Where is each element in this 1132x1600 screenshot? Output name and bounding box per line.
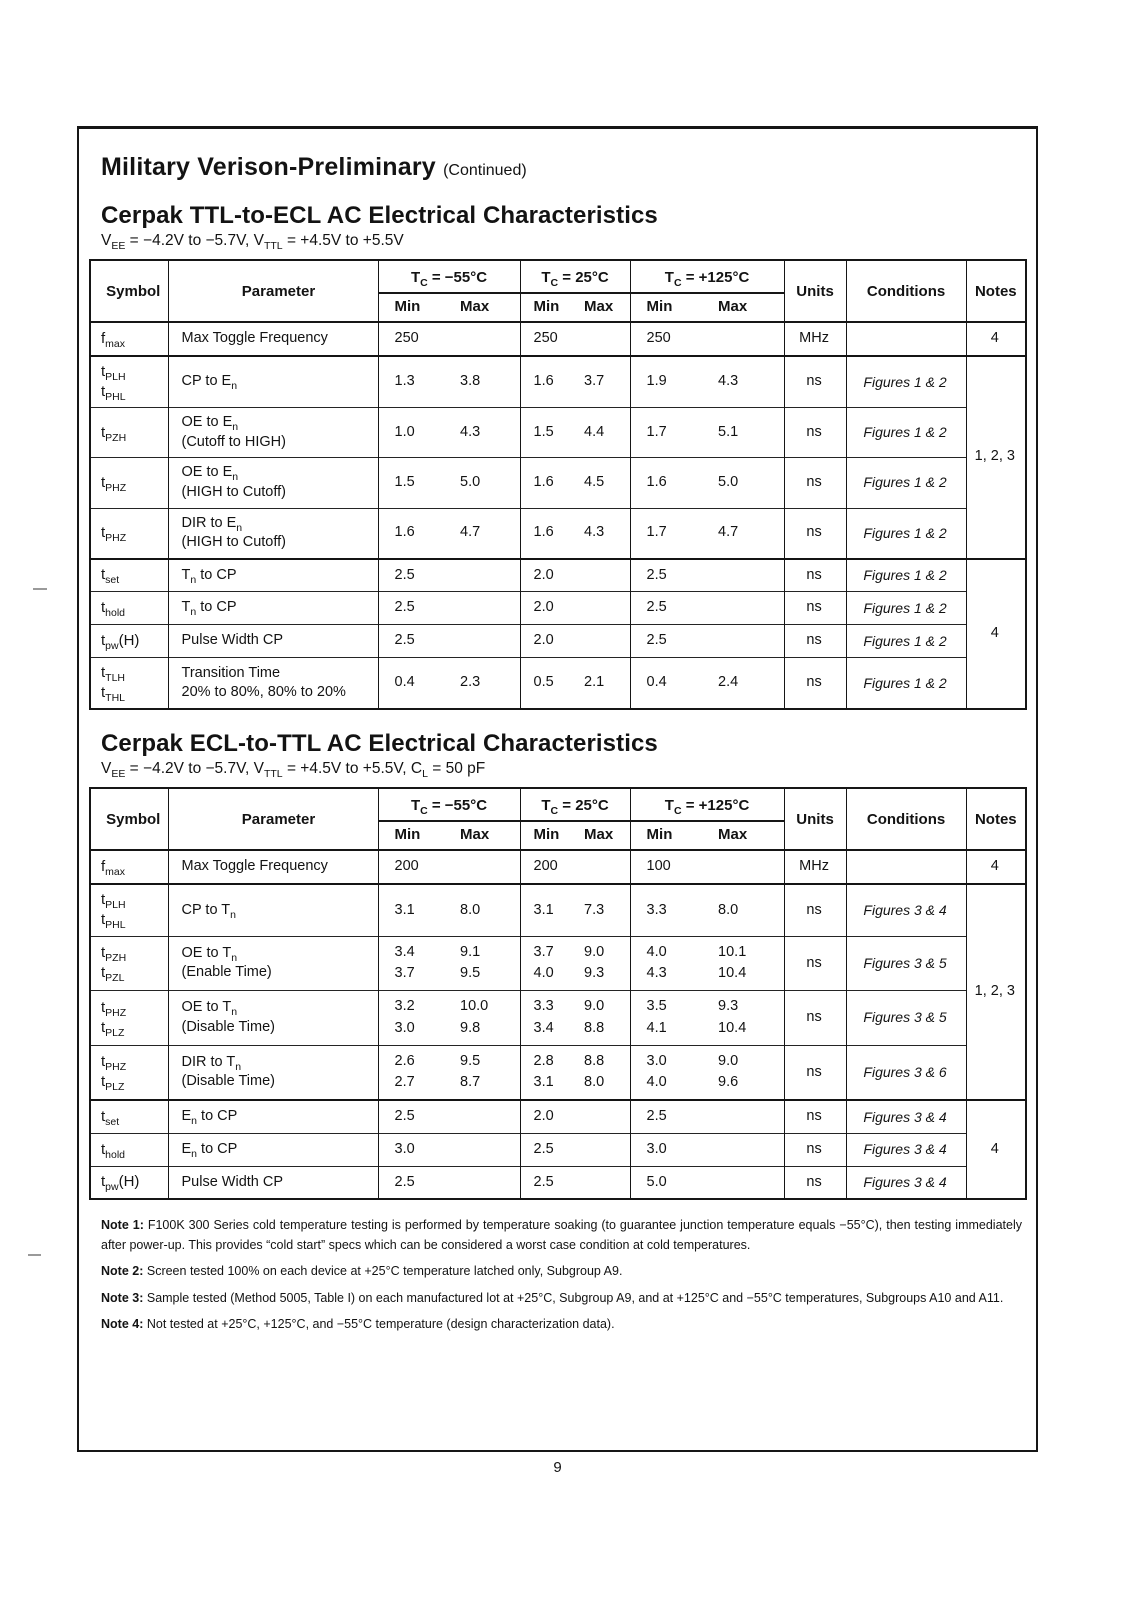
max-value-cell: 7.3	[576, 884, 630, 936]
conditions-cell: Figures 3 & 4	[846, 1100, 966, 1133]
header-row	[90, 260, 1026, 293]
max-value-cell: 4.3	[450, 408, 520, 458]
min-value-cell: 1.6	[520, 508, 576, 559]
max-value-cell: 10.1 10.4	[708, 936, 784, 991]
conditions-cell: Figures 3 & 4	[846, 1166, 966, 1199]
footnote-1	[101, 1216, 1022, 1255]
parameter-cell: $E_n$ to CP	[168, 1100, 378, 1133]
col-header-max: Max	[576, 821, 630, 850]
col-header-symbol: Symbol	[90, 260, 168, 322]
max-value-cell: 3.8	[450, 356, 520, 408]
col-header-temp-1: $T_C = -55^\circ C$	[378, 260, 520, 293]
table-row	[90, 408, 1026, 458]
min-value-cell: 4.0 4.3	[630, 936, 708, 991]
min-value-cell: 3.1	[520, 884, 576, 936]
table-row	[90, 1133, 1026, 1166]
notes-cell: 4	[966, 850, 1026, 884]
conditions-cell: Figures 1 & 2	[846, 458, 966, 508]
min-value-cell: 2.5	[520, 1166, 576, 1199]
conditions-cell: Figures 3 & 6	[846, 1045, 966, 1100]
max-value-cell: 9.5 8.7	[450, 1045, 520, 1100]
min-value-cell: 3.3	[630, 884, 708, 936]
parameter-cell: CP to $T_n$	[168, 884, 378, 936]
min-value-cell: 2.5	[520, 1133, 576, 1166]
max-value-cell: 10.0 9.8	[450, 991, 520, 1046]
min-value-cell: 1.6	[520, 458, 576, 508]
max-value-cell	[576, 592, 630, 625]
col-header-min: Min	[378, 821, 450, 850]
footnote-text: Not tested at +25°C, +125°C, and −55°C temperature (design characterization data).	[146, 1316, 615, 1331]
max-value-cell	[708, 1166, 784, 1199]
conditions-cell: Figures 1 & 2	[846, 625, 966, 658]
footnote-4	[101, 1315, 1022, 1334]
units-cell: MHz	[784, 850, 846, 884]
col-header-conditions: Conditions	[846, 788, 966, 850]
conditions-cell: Figures 1 & 2	[846, 592, 966, 625]
min-value-cell: 3.3 3.4	[520, 991, 576, 1046]
symbol-cell: $f_{max}$	[90, 322, 168, 356]
footnote-text: Sample tested (Method 5005, Table I) on each manufactured lot at +25°C, Subgroup A9, and at +125°C and −55°C temperatures, Subgroups A10 and A11.	[146, 1290, 1004, 1305]
notes-cell: 1, 2, 3	[966, 356, 1026, 559]
min-value-cell: 1.6	[520, 356, 576, 408]
page-number: 9	[553, 1459, 562, 1476]
min-value-cell: 1.7	[630, 408, 708, 458]
conditions-cell: Figures 1 & 2	[846, 657, 966, 709]
table-row	[90, 356, 1026, 408]
units-cell: ns	[784, 1100, 846, 1133]
col-header-max: Max	[708, 821, 784, 850]
units-cell: ns	[784, 625, 846, 658]
col-header-max: Max	[450, 821, 520, 850]
footnote-3	[101, 1289, 1022, 1308]
units-cell: ns	[784, 508, 846, 559]
conditions-cell: Figures 3 & 5	[846, 936, 966, 991]
parameter-cell: OE to $T_n$ (Disable Time)	[168, 991, 378, 1046]
spec-table	[89, 259, 1027, 710]
min-value-cell: 1.9	[630, 356, 708, 408]
page-title	[101, 153, 1028, 182]
units-cell: ns	[784, 458, 846, 508]
spec-table	[89, 787, 1027, 1200]
min-value-cell: 0.4	[378, 657, 450, 709]
conditions-cell: Figures 1 & 2	[846, 356, 966, 408]
min-value-cell: 1.6	[378, 508, 450, 559]
ecl-to-ttl-table	[89, 787, 1028, 1200]
footnotes	[101, 1216, 1022, 1334]
max-value-cell: 5.0	[450, 458, 520, 508]
conditions-cell	[846, 322, 966, 356]
max-value-cell: 9.3 10.4	[708, 991, 784, 1046]
min-value-cell: 2.5	[630, 592, 708, 625]
col-header-min: Min	[630, 293, 708, 322]
parameter-cell: CP to $E_n$	[168, 356, 378, 408]
content-box	[77, 126, 1038, 1452]
notes-cell: 4	[966, 322, 1026, 356]
max-value-cell	[576, 1100, 630, 1133]
symbol-cell: $t_{PZH}$	[90, 408, 168, 458]
min-value-cell: 1.3	[378, 356, 450, 408]
min-value-cell: 0.4	[630, 657, 708, 709]
table-row	[90, 936, 1026, 991]
units-cell: ns	[784, 1133, 846, 1166]
col-header-parameter: Parameter	[168, 260, 378, 322]
col-header-min: Min	[378, 293, 450, 322]
min-value-cell: 3.0 4.0	[630, 1045, 708, 1100]
table-row	[90, 592, 1026, 625]
min-value-cell: 100	[630, 850, 708, 884]
max-value-cell	[450, 322, 520, 356]
conditions-cell: Figures 1 & 2	[846, 408, 966, 458]
footnote-label: Note 2:	[101, 1264, 144, 1279]
parameter-cell: Max Toggle Frequency	[168, 322, 378, 356]
notes-cell: 4	[966, 1100, 1026, 1199]
min-value-cell: 3.1	[378, 884, 450, 936]
col-header-temp-1: $T_C = -55^\circ C$	[378, 788, 520, 821]
min-value-cell: 3.2 3.0	[378, 991, 450, 1046]
max-value-cell: 5.1	[708, 408, 784, 458]
symbol-cell: $t_{PZH}$ $t_{PZL}$	[90, 936, 168, 991]
conditions-cell: Figures 1 & 2	[846, 559, 966, 592]
ecl-to-ttl-section	[85, 730, 1028, 1200]
table-row	[90, 991, 1026, 1046]
conditions-cell	[846, 850, 966, 884]
min-value-cell: 2.5	[630, 1100, 708, 1133]
symbol-cell: $t_{PHZ}$	[90, 458, 168, 508]
min-value-cell: 2.5	[630, 625, 708, 658]
max-value-cell	[576, 559, 630, 592]
symbol-cell: $f_{max}$	[90, 850, 168, 884]
units-cell: MHz	[784, 322, 846, 356]
col-header-min: Min	[630, 821, 708, 850]
symbol-cell: $t_{PLH}$ $t_{PHL}$	[90, 356, 168, 408]
max-value-cell	[450, 1166, 520, 1199]
section-conditions-ecl-to-ttl: $V_{EE} = -4.2V$ to −5.7V, $V_{TTL} = +4.5V$ to +5.5V, $C_L = 50$ pF	[101, 760, 486, 781]
max-value-cell	[708, 1100, 784, 1133]
min-value-cell: 2.5	[630, 559, 708, 592]
min-value-cell: 1.7	[630, 508, 708, 559]
min-value-cell: 250	[630, 322, 708, 356]
parameter-cell: OE to $E_n$ (HIGH to Cutoff)	[168, 458, 378, 508]
max-value-cell	[450, 559, 520, 592]
table-row	[90, 884, 1026, 936]
conditions-cell: Figures 3 & 4	[846, 1133, 966, 1166]
max-value-cell	[708, 850, 784, 884]
min-value-cell: 200	[520, 850, 576, 884]
symbol-cell: $t_{set}$	[90, 559, 168, 592]
col-header-symbol: Symbol	[90, 788, 168, 850]
col-header-conditions: Conditions	[846, 260, 966, 322]
min-value-cell: 3.4 3.7	[378, 936, 450, 991]
parameter-cell: $E_n$ to CP	[168, 1133, 378, 1166]
min-value-cell: 200	[378, 850, 450, 884]
col-header-max: Max	[576, 293, 630, 322]
max-value-cell: 4.7	[450, 508, 520, 559]
max-value-cell	[708, 322, 784, 356]
table-row	[90, 1100, 1026, 1133]
parameter-cell: Pulse Width CP	[168, 1166, 378, 1199]
col-header-notes: Notes	[966, 788, 1026, 850]
min-value-cell: 1.0	[378, 408, 450, 458]
max-value-cell	[450, 625, 520, 658]
symbol-cell: $t_{pw}(H)$	[90, 625, 168, 658]
parameter-cell: Max Toggle Frequency	[168, 850, 378, 884]
margin-scan-artifact	[33, 588, 47, 590]
ttl-to-ecl-table	[89, 259, 1028, 710]
units-cell: ns	[784, 936, 846, 991]
min-value-cell: 2.0	[520, 1100, 576, 1133]
max-value-cell	[576, 1166, 630, 1199]
max-value-cell: 4.3	[708, 356, 784, 408]
symbol-cell: $t_{PHZ}$ $t_{PLZ}$	[90, 1045, 168, 1100]
max-value-cell: 8.8 8.0	[576, 1045, 630, 1100]
col-header-max: Max	[708, 293, 784, 322]
table-row	[90, 508, 1026, 559]
symbol-cell: $t_{hold}$	[90, 1133, 168, 1166]
min-value-cell: 2.5	[378, 592, 450, 625]
max-value-cell: 4.3	[576, 508, 630, 559]
parameter-cell: $T_n$ to CP	[168, 592, 378, 625]
parameter-cell: Pulse Width CP	[168, 625, 378, 658]
col-header-units: Units	[784, 260, 846, 322]
max-value-cell: 5.0	[708, 458, 784, 508]
table-row	[90, 657, 1026, 709]
parameter-cell: $T_n$ to CP	[168, 559, 378, 592]
min-value-cell: 2.0	[520, 592, 576, 625]
units-cell: ns	[784, 592, 846, 625]
max-value-cell: 4.4	[576, 408, 630, 458]
section-title-ttl-to-ecl: Cerpak TTL-to-ECL AC Electrical Characteristics	[101, 202, 658, 229]
min-value-cell: 1.6	[630, 458, 708, 508]
col-header-units: Units	[784, 788, 846, 850]
max-value-cell: 9.1 9.5	[450, 936, 520, 991]
min-value-cell: 5.0	[630, 1166, 708, 1199]
max-value-cell: 8.0	[708, 884, 784, 936]
table-row	[90, 559, 1026, 592]
max-value-cell: 9.0 9.3	[576, 936, 630, 991]
max-value-cell	[708, 559, 784, 592]
max-value-cell	[576, 322, 630, 356]
symbol-cell: $t_{TLH}$ $t_{THL}$	[90, 657, 168, 709]
symbol-cell: $t_{hold}$	[90, 592, 168, 625]
symbol-cell: $t_{PHZ}$	[90, 508, 168, 559]
footnote-text: F100K 300 Series cold temperature testing is performed by temperature soaking (to guarantee junction temperature equals −55°C), then testing immediately after power-up. This provides “cold start” specs which can be considered a worst case condition at cold temperatures.	[101, 1218, 1022, 1252]
parameter-cell: OE to $T_n$ (Enable Time)	[168, 936, 378, 991]
header-row	[90, 788, 1026, 821]
min-value-cell: 1.5	[520, 408, 576, 458]
max-value-cell	[708, 625, 784, 658]
conditions-cell: Figures 3 & 4	[846, 884, 966, 936]
units-cell: ns	[784, 884, 846, 936]
max-value-cell	[708, 1133, 784, 1166]
col-header-temp-3: $T_C = +125^\circ C$	[630, 788, 784, 821]
min-value-cell: 2.5	[378, 1100, 450, 1133]
page-title-suffix: (Continued)	[443, 162, 527, 179]
units-cell: ns	[784, 559, 846, 592]
parameter-cell: OE to $E_n$ (Cutoff to HIGH)	[168, 408, 378, 458]
units-cell: ns	[784, 408, 846, 458]
table-row	[90, 458, 1026, 508]
min-value-cell: 2.6 2.7	[378, 1045, 450, 1100]
units-cell: ns	[784, 657, 846, 709]
max-value-cell	[450, 1100, 520, 1133]
symbol-cell: $t_{PLH}$ $t_{PHL}$	[90, 884, 168, 936]
symbol-cell: $t_{PHZ}$ $t_{PLZ}$	[90, 991, 168, 1046]
col-header-notes: Notes	[966, 260, 1026, 322]
units-cell: ns	[784, 991, 846, 1046]
margin-scan-artifact	[28, 1254, 41, 1256]
min-value-cell: 2.5	[378, 559, 450, 592]
max-value-cell: 9.0 8.8	[576, 991, 630, 1046]
min-value-cell: 0.5	[520, 657, 576, 709]
section-conditions-ttl-to-ecl: $V_{EE} = -4.2V$ to −5.7V, $V_{TTL} = +4.5V$ to +5.5V	[101, 232, 404, 253]
units-cell: ns	[784, 1045, 846, 1100]
footnote-label: Note 1:	[101, 1218, 144, 1233]
parameter-cell: DIR to $E_n$ (HIGH to Cutoff)	[168, 508, 378, 559]
conditions-cell: Figures 1 & 2	[846, 508, 966, 559]
min-value-cell: 250	[378, 322, 450, 356]
ttl-to-ecl-section	[85, 202, 1028, 710]
max-value-cell: 3.7	[576, 356, 630, 408]
max-value-cell: 2.3	[450, 657, 520, 709]
footnote-label: Note 3:	[101, 1290, 144, 1305]
parameter-cell: Transition Time 20% to 80%, 80% to 20%	[168, 657, 378, 709]
min-value-cell: 2.5	[378, 625, 450, 658]
max-value-cell: 4.5	[576, 458, 630, 508]
table-row	[90, 1166, 1026, 1199]
max-value-cell	[450, 1133, 520, 1166]
parameter-cell: DIR to $T_n$ (Disable Time)	[168, 1045, 378, 1100]
min-value-cell: 3.7 4.0	[520, 936, 576, 991]
table-row	[90, 850, 1026, 884]
min-value-cell: 2.5	[378, 1166, 450, 1199]
col-header-max: Max	[450, 293, 520, 322]
min-value-cell: 3.5 4.1	[630, 991, 708, 1046]
max-value-cell: 8.0	[450, 884, 520, 936]
col-header-temp-2: $T_C = 25^\circ C$	[520, 260, 630, 293]
min-value-cell: 2.8 3.1	[520, 1045, 576, 1100]
units-cell: ns	[784, 356, 846, 408]
max-value-cell	[450, 850, 520, 884]
col-header-temp-3: $T_C = +125^\circ C$	[630, 260, 784, 293]
max-value-cell	[576, 625, 630, 658]
max-value-cell: 2.4	[708, 657, 784, 709]
max-value-cell: 2.1	[576, 657, 630, 709]
page-title-text: Military Verison-Preliminary	[101, 153, 436, 181]
table-row	[90, 625, 1026, 658]
table-row	[90, 322, 1026, 356]
min-value-cell: 1.5	[378, 458, 450, 508]
col-header-temp-2: $T_C = 25^\circ C$	[520, 788, 630, 821]
max-value-cell	[576, 1133, 630, 1166]
symbol-cell: $t_{pw}(H)$	[90, 1166, 168, 1199]
footnote-label: Note 4:	[101, 1316, 144, 1331]
conditions-cell: Figures 3 & 5	[846, 991, 966, 1046]
max-value-cell	[576, 850, 630, 884]
max-value-cell	[708, 592, 784, 625]
notes-cell: 4	[966, 559, 1026, 710]
max-value-cell: 4.7	[708, 508, 784, 559]
max-value-cell	[450, 592, 520, 625]
section-title-ecl-to-ttl: Cerpak ECL-to-TTL AC Electrical Characteristics	[101, 730, 658, 758]
footnote-2	[101, 1262, 1022, 1281]
col-header-min: Min	[520, 293, 576, 322]
min-value-cell: 3.0	[630, 1133, 708, 1166]
symbol-cell: $t_{set}$	[90, 1100, 168, 1133]
min-value-cell: 2.0	[520, 625, 576, 658]
col-header-min: Min	[520, 821, 576, 850]
units-cell: ns	[784, 1166, 846, 1199]
footnote-text: Screen tested 100% on each device at +25°C temperature latched only, Subgroup A9.	[146, 1264, 623, 1279]
min-value-cell: 2.0	[520, 559, 576, 592]
notes-cell: 1, 2, 3	[966, 884, 1026, 1100]
col-header-parameter: Parameter	[168, 788, 378, 850]
min-value-cell: 3.0	[378, 1133, 450, 1166]
max-value-cell: 9.0 9.6	[708, 1045, 784, 1100]
min-value-cell: 250	[520, 322, 576, 356]
table-row	[90, 1045, 1026, 1100]
